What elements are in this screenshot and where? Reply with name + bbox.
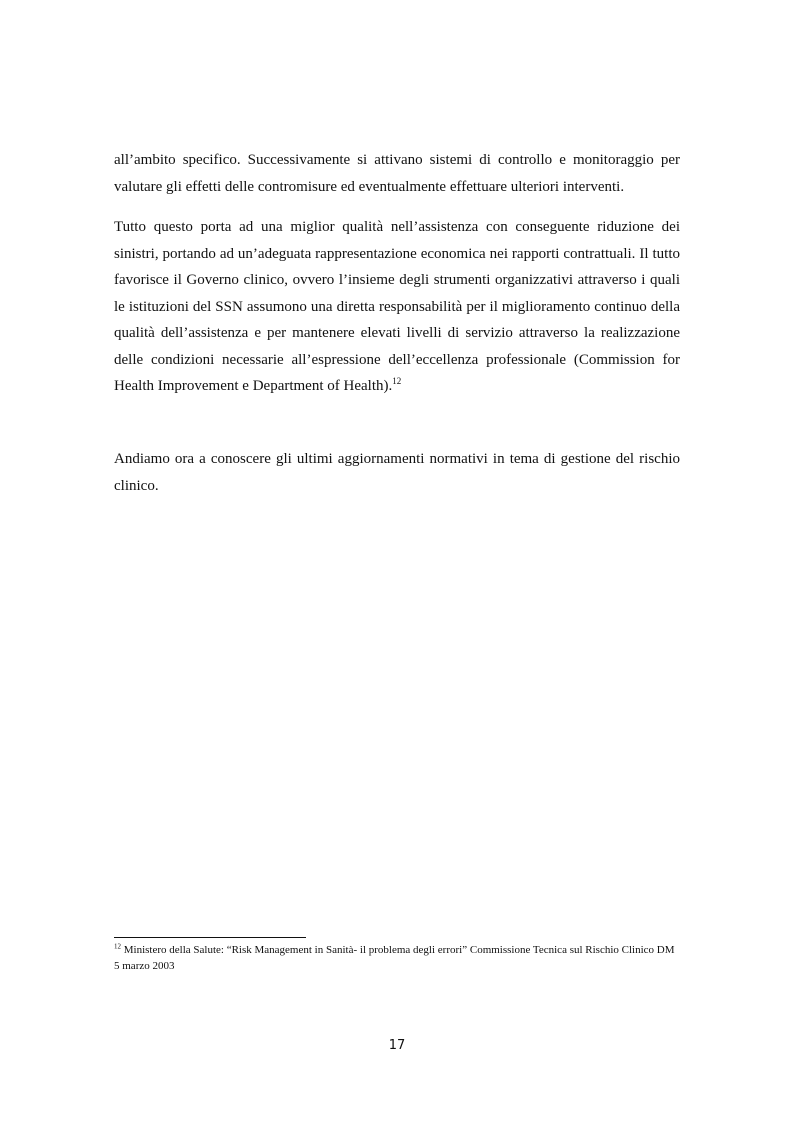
body-paragraph-3 <box>114 446 680 499</box>
footnote-text: Ministero della Salute: “Risk Management in Sanità- il problema degli errori” Commissione Tecnica sul Rischio Clinico DM 5 marzo 2003 <box>114 944 675 972</box>
page-number: 17 <box>388 1038 406 1053</box>
paragraph-text: Andiamo ora a conoscere gli ultimi aggiornamenti normativi in tema di gestione del rischio clinico. <box>114 451 680 494</box>
footnote-separator <box>114 937 306 938</box>
paragraph-text: all’ambito specifico. Successivamente si attivano sistemi di controllo e monitoraggio per valutare gli effetti delle contromisure ed eventualmente effettuare ulteriori interventi. <box>114 152 680 195</box>
body-paragraph-1 <box>114 147 680 200</box>
footnote <box>114 942 680 974</box>
footnote-number: 12 <box>114 942 121 951</box>
body-paragraph-2 <box>114 214 680 400</box>
footnote-reference[interactable]: 12 <box>392 376 402 386</box>
paragraph-text: Tutto questo porta ad una miglior qualità nell’assistenza con conseguente riduzione dei sinistri, portando ad un’adeguata rappresentazione economica nei rapporti contrattuali. Il tutto favorisce il Governo clinico, ovvero l’insieme degli strumenti organizzativi attraverso i quali le istituzioni del SSN assumono una diretta responsabilità per il miglioramento continuo della qualità dell’assistenza e per mantenere elevati livelli di servizio attraverso la realizzazione delle condizioni necessarie all’espressione dell’eccellenza professionale (Commission for Health Improvement e Department of Health). <box>114 219 680 394</box>
